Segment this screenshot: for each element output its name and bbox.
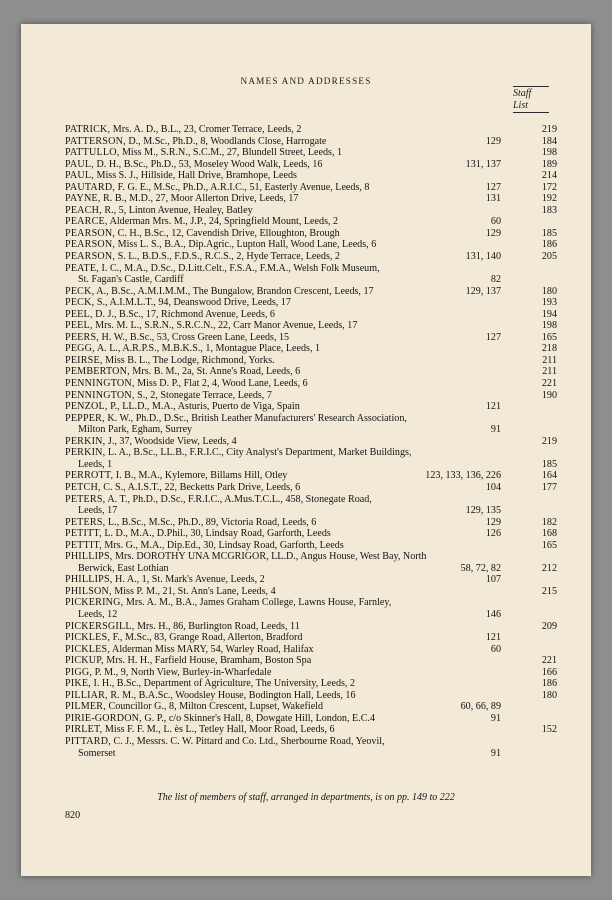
index-entry	[65, 366, 557, 378]
running-head: NAMES AND ADDRESSES	[240, 76, 372, 86]
column-header-rule-bottom	[513, 112, 549, 113]
index-entry	[65, 390, 557, 402]
entry-details: F., M.Sc., 83, Grange Road, Allerton, Bradford	[110, 632, 303, 644]
entry-staff-list-page: 209	[541, 620, 557, 632]
entry-details: Miss D. P., Flat 2, 4, Wood Lane, Leeds, 6	[134, 378, 308, 390]
index-entry	[65, 286, 557, 298]
index-entry	[65, 574, 557, 586]
entry-staff-list-page: 214	[541, 170, 557, 182]
entry-text	[65, 678, 557, 690]
index-entry	[65, 551, 557, 574]
entry-text	[65, 390, 557, 402]
entry-text	[65, 632, 557, 644]
entry-staff-list-page: 180	[541, 689, 557, 701]
entry-surname: PEEL,	[65, 308, 93, 320]
index-entry	[65, 378, 557, 390]
entry-details: I. B., M.A., Kylemore, Billams Hill, Otley	[113, 470, 288, 482]
entry-surname: PICKUP,	[65, 655, 104, 667]
staff-list-header-line1: Staff	[513, 88, 532, 99]
entry-details: H. W., B.Sc., 53, Cross Green Lane, Leeds, 15	[99, 331, 290, 343]
entry-page-references: 107	[485, 574, 501, 586]
entry-details: A., B.Sc., A.M.I.M.M., The Bungalow, Brandon Crescent, Leeds, 17	[94, 285, 374, 297]
entry-details: A. L., A.R.P.S., M.B.K.S., 1, Montague Place, Leeds, 1	[94, 343, 321, 355]
entry-surname: PEPPER,	[65, 412, 105, 424]
entry-staff-list-page: 185	[541, 227, 557, 239]
entry-staff-list-page: 205	[541, 251, 557, 263]
entry-text	[65, 343, 557, 355]
index-entry	[65, 401, 557, 413]
entry-surname: PAYNE,	[65, 193, 101, 205]
entry-text	[65, 736, 557, 759]
entry-details: F. G. E., M.Sc., Ph.D., A.R.I.C., 51, Easterly Avenue, Leeds, 8	[115, 181, 370, 193]
entry-surname: PETTIT,	[65, 539, 102, 551]
entry-surname: PILLIAR,	[65, 689, 108, 701]
entry-surname: PENZOL,	[65, 401, 108, 413]
entry-text	[65, 309, 557, 321]
entry-page-references: 129	[485, 135, 501, 147]
page-number: 820	[65, 810, 81, 821]
index-entry	[65, 713, 557, 725]
entry-text	[65, 332, 557, 344]
entry-text	[65, 667, 557, 679]
entry-surname: PETERS,	[65, 516, 106, 528]
entry-details: Mrs. H., 86, Burlington Road, Leeds, 11	[134, 620, 300, 632]
entry-text	[65, 482, 557, 494]
entry-details: Mrs. A. M., B.A., James Graham College, Lawns House, Farnley,	[123, 597, 392, 609]
entry-staff-list-page: 165	[541, 331, 557, 343]
entry-staff-list-page: 183	[541, 204, 557, 216]
entry-text	[65, 136, 557, 148]
entry-surname: PEATE,	[65, 262, 100, 274]
entry-staff-list-page: 186	[541, 239, 557, 251]
entry-details: L. A., B.Sc., LL.B., F.R.I.C., City Analyst's Department, Market Buildings,	[105, 447, 412, 459]
entry-staff-list-page: 185	[541, 458, 557, 470]
entry-details: I. C., M.A., D.Sc., D.Litt.Celt., F.S.A., F.M.A., Welsh Folk Museum,	[99, 262, 380, 274]
entry-details: Mrs. M. L., S.R.N., S.R.C.N., 22, Carr Manor Avenue, Leeds, 17	[92, 320, 358, 332]
entry-surname: PATTERSON,	[65, 135, 126, 147]
entry-staff-list-page: 186	[541, 678, 557, 690]
entry-staff-list-page: 212	[541, 562, 557, 574]
entry-details: P., LL.D., M.A., Asturis, Puerto de Viga, Spain	[107, 401, 300, 413]
entry-continuation: Leeds, 12	[78, 608, 118, 620]
entry-staff-list-page: 184	[541, 135, 557, 147]
entry-details: Mrs. G., M.A., Dip.Ed., 30, Lindsay Road, Garforth, Leeds	[101, 539, 344, 551]
entry-staff-list-page: 219	[541, 124, 557, 135]
entry-staff-list-page: 166	[541, 666, 557, 678]
entry-surname: PECK,	[65, 285, 95, 297]
index-entry	[65, 736, 557, 759]
staff-list-column-header	[513, 86, 573, 113]
entry-page-references: 104	[485, 481, 501, 493]
entry-details: Mrs. B. M., 2a, St. Anne's Road, Leeds, 6	[129, 366, 301, 378]
entry-surname: PEGG,	[65, 343, 95, 355]
index-entry	[65, 517, 557, 529]
entry-details: Miss M., S.R.N., S.C.M., 27, Blundell Street, Leeds, 1	[119, 147, 343, 159]
index-entry	[65, 147, 557, 159]
entry-surname: PIRIE-GORDON,	[65, 712, 142, 724]
index-entry	[65, 228, 557, 240]
entry-staff-list-page: 182	[541, 516, 557, 528]
entry-surname: PILMER,	[65, 701, 106, 713]
index-entry	[65, 482, 557, 494]
entry-text	[65, 586, 557, 598]
index-entry	[65, 182, 557, 194]
entry-surname: PICKLES,	[65, 643, 111, 655]
entry-text	[65, 517, 557, 529]
entry-text	[65, 713, 557, 725]
entry-staff-list-page: 198	[541, 147, 557, 159]
entry-page-references: 91	[490, 424, 501, 436]
entry-surname: PETITT,	[65, 528, 102, 540]
entry-staff-list-page: 165	[541, 539, 557, 551]
entry-continuation: Leeds, 1	[78, 458, 113, 470]
entry-page-references: 60, 66, 89	[460, 701, 501, 713]
entry-details: L. D., M.A., D.Phil., 30, Lindsay Road, Garforth, Leeds	[101, 528, 331, 540]
entry-surname: PERKIN,	[65, 435, 106, 447]
entry-page-references: 131, 137	[465, 158, 501, 170]
entry-staff-list-page: 194	[541, 308, 557, 320]
entry-list	[65, 124, 557, 759]
entry-details: S., 2, Stonegate Terrace, Leeds, 7	[134, 389, 272, 401]
entry-surname: PETERS,	[65, 493, 106, 505]
entry-page-references: 123, 133, 136, 226	[425, 470, 501, 482]
entry-details: K. W., Ph.D., D.Sc., British Leather Manufacturers' Research Association,	[104, 412, 407, 424]
entry-details: A. T., Ph.D., D.Sc., F.R.I.C., A.Mus.T.C.L., 458, Stonegate Road,	[105, 493, 372, 505]
entry-staff-list-page: 211	[542, 354, 557, 366]
entry-details: D. H., B.Sc., Ph.D., 53, Moseley Wood Walk, Leeds, 16	[93, 158, 323, 170]
index-entry	[65, 343, 557, 355]
index-entry	[65, 655, 557, 667]
entry-surname: PEARSON,	[65, 239, 116, 251]
entry-staff-list-page: 221	[541, 378, 557, 390]
entry-text	[65, 263, 557, 286]
entry-staff-list-page: 221	[541, 655, 557, 667]
entry-details: Alderman Miss MARY, 54, Warley Road, Halifax	[110, 643, 314, 655]
entry-text	[65, 574, 557, 586]
index-entry	[65, 320, 557, 332]
index-entry	[65, 136, 557, 148]
entry-surname: PEARSON,	[65, 227, 116, 239]
entry-surname: PEMBERTON,	[65, 366, 130, 378]
entry-surname: PIKE,	[65, 678, 91, 690]
entry-page-references: 121	[485, 401, 501, 413]
entry-staff-list-page: 164	[541, 470, 557, 482]
index-entry	[65, 621, 557, 633]
entry-staff-list-page: 192	[541, 193, 557, 205]
entry-surname: PHILLIPS,	[65, 551, 113, 563]
index-entry	[65, 644, 557, 656]
entry-surname: PECK,	[65, 297, 95, 309]
entry-text	[65, 297, 557, 309]
entry-surname: PITTARD,	[65, 735, 111, 747]
entry-surname: PENNINGTON,	[65, 389, 135, 401]
entry-continuation: Berwick, East Lothian	[78, 562, 169, 574]
entry-details: Miss B. L., The Lodge, Richmond, Yorks.	[102, 354, 275, 366]
entry-staff-list-page: 215	[541, 585, 557, 597]
index-entry	[65, 690, 557, 702]
entry-text	[65, 124, 557, 136]
entry-text	[65, 540, 557, 552]
entry-page-references: 146	[485, 608, 501, 620]
entry-page-references: 131	[485, 193, 501, 205]
entry-text	[65, 597, 557, 620]
entry-details: Councillor G., 8, Milton Crescent, Lupset, Wakefield	[105, 701, 324, 713]
entry-surname: PHILLIPS,	[65, 574, 113, 586]
entry-page-references: 131, 140	[465, 251, 501, 263]
index-entry	[65, 667, 557, 679]
index-entry	[65, 355, 557, 367]
entry-details: D., M.Sc., Ph.D., 8, Woodlands Close, Harrogate	[125, 135, 327, 147]
entry-details: Alderman Mrs. M., J.P., 24, Springfield Mount, Leeds, 2	[107, 216, 339, 228]
entry-page-references: 127	[485, 331, 501, 343]
entry-continuation: Somerset	[78, 747, 116, 759]
entry-page-references: 129, 137	[465, 285, 501, 297]
entry-details: R. B., M.D., 27, Moor Allerton Drive, Leeds, 17	[100, 193, 299, 205]
index-entry	[65, 447, 557, 470]
entry-details: H. A., 1, St. Mark's Avenue, Leeds, 2	[112, 574, 265, 586]
index-entry	[65, 494, 557, 517]
entry-surname: PAUL,	[65, 170, 94, 182]
entry-text	[65, 205, 557, 217]
entry-staff-list-page: 219	[541, 435, 557, 447]
entry-surname: PEERS,	[65, 331, 100, 343]
entry-details: C. S., A.I.S.T., 22, Becketts Park Drive, Leeds, 6	[100, 481, 301, 493]
column-header-rule-top	[513, 86, 549, 87]
index-entry	[65, 193, 557, 205]
entry-details: Mrs. A. D., B.L., 23, Cromer Terrace, Leeds, 2	[110, 124, 302, 135]
index-entry	[65, 239, 557, 251]
entry-details: Miss F. F. M., L. ès L., Tetley Hall, Moor Road, Leeds, 6	[102, 724, 335, 736]
entry-staff-list-page: 198	[541, 320, 557, 332]
index-entry	[65, 216, 557, 228]
entry-details: S. L., B.D.S., F.D.S., R.C.S., 2, Hyde Terrace, Leeds, 2	[115, 251, 340, 263]
entry-staff-list-page: 177	[541, 481, 557, 493]
entry-surname: PERROTT,	[65, 470, 114, 482]
entry-details: D. J., B.Sc., 17, Richmond Avenue, Leeds, 6	[92, 308, 275, 320]
entry-surname: PAUTARD,	[65, 181, 116, 193]
index-entry	[65, 470, 557, 482]
index-entry	[65, 205, 557, 217]
entry-surname: PIRLET,	[65, 724, 103, 736]
entry-surname: PAUL,	[65, 158, 94, 170]
entry-surname: PETCH,	[65, 481, 101, 493]
entry-staff-list-page: 152	[541, 724, 557, 736]
entry-text	[65, 320, 557, 332]
entry-page-references: 58, 72, 82	[460, 562, 501, 574]
entry-surname: PATRICK,	[65, 124, 111, 135]
index-entry	[65, 170, 557, 182]
index-entry	[65, 701, 557, 713]
entry-details: C. J., Messrs. C. W. Pittard and Co. Ltd., Sherbourne Road, Yeovil,	[110, 735, 385, 747]
entry-page-references: 82	[490, 274, 501, 286]
index-entry	[65, 597, 557, 620]
entry-details: L., B.Sc., M.Sc., Ph.D., 89, Victoria Road, Leeds, 6	[105, 516, 317, 528]
index-entry	[65, 159, 557, 171]
page-content	[21, 24, 591, 876]
entry-text	[65, 228, 557, 240]
entry-text	[65, 378, 557, 390]
entry-details: I. H., B.Sc., Department of Agriculture, The University, Leeds, 2	[90, 678, 356, 690]
entry-text	[65, 724, 557, 736]
index-entry	[65, 678, 557, 690]
entry-text	[65, 182, 557, 194]
entry-details: J., 37, Woodside View, Leeds, 4	[105, 435, 237, 447]
entry-surname: PEIRSE,	[65, 354, 103, 366]
entry-details: Mrs. DOROTHY UNA MCGRIGOR, LL.D., Angus House, West Bay, North	[112, 551, 427, 563]
index-entry	[65, 124, 557, 136]
entry-details: S., A.I.M.L.T., 94, Deanswood Drive, Leeds, 17	[94, 297, 291, 309]
entry-surname: PEARSON,	[65, 251, 116, 263]
entry-staff-list-page: 193	[541, 297, 557, 309]
entry-page-references: 60	[490, 216, 501, 228]
index-entry	[65, 263, 557, 286]
entry-staff-list-page: 172	[541, 181, 557, 193]
footnote: The list of members of staff, arranged in departments, is on pp. 149 to 222	[157, 792, 455, 803]
entry-staff-list-page: 180	[541, 285, 557, 297]
entry-details: Miss P. M., 21, St. Ann's Lane, Leeds, 4	[111, 585, 276, 597]
entry-details: P. M., 9, North View, Burley-in-Wharfedale	[92, 666, 272, 678]
entry-text	[65, 690, 557, 702]
entry-text	[65, 366, 557, 378]
entry-text	[65, 170, 557, 182]
index-entry	[65, 309, 557, 321]
entry-continuation: St. Fagan's Castle, Cardiff	[78, 274, 184, 286]
entry-text	[65, 528, 557, 540]
entry-details: Miss S. J., Hillside, Hall Drive, Bramhope, Leeds	[93, 170, 297, 182]
index-entry	[65, 540, 557, 552]
entry-staff-list-page: 168	[541, 528, 557, 540]
entry-continuation: Leeds, 17	[78, 505, 118, 517]
entry-text	[65, 644, 557, 656]
entry-staff-list-page: 190	[541, 389, 557, 401]
index-entry	[65, 413, 557, 436]
entry-surname: PICKERSGILL,	[65, 620, 135, 632]
entry-surname: PENNINGTON,	[65, 378, 135, 390]
entry-surname: PHILSON,	[65, 585, 112, 597]
entry-page-references: 91	[490, 747, 501, 759]
entry-text	[65, 447, 557, 470]
entry-text	[65, 621, 557, 633]
entry-continuation: Milton Park, Egham, Surrey	[78, 424, 193, 436]
entry-text	[65, 147, 557, 159]
entry-text	[65, 401, 557, 413]
entry-surname: PEEL,	[65, 320, 93, 332]
entry-text	[65, 655, 557, 667]
entry-page-references: 91	[490, 712, 501, 724]
index-entry	[65, 297, 557, 309]
entry-text	[65, 239, 557, 251]
entry-staff-list-page: 218	[541, 343, 557, 355]
index-entry	[65, 632, 557, 644]
entry-surname: PICKLES,	[65, 632, 111, 644]
entry-page-references: 129, 135	[465, 505, 501, 517]
entry-surname: PATTULLO,	[65, 147, 120, 159]
entry-surname: PICKERING,	[65, 597, 124, 609]
entry-details: R. M., B.A.Sc., Woodsley House, Bodington Hall, Leeds, 16	[107, 689, 356, 701]
document-page	[21, 24, 591, 876]
entry-page-references: 129	[485, 516, 501, 528]
entry-details: Mrs. H. H., Farfield House, Bramham, Boston Spa	[103, 655, 312, 667]
index-entry	[65, 332, 557, 344]
entry-text	[65, 216, 557, 228]
entry-surname: PIGG,	[65, 666, 93, 678]
entry-details: C. H., B.Sc., 12, Cavendish Drive, Elloughton, Brough	[115, 227, 340, 239]
index-entry	[65, 586, 557, 598]
index-entry	[65, 724, 557, 736]
entry-text	[65, 413, 557, 436]
entry-surname: PEACH,	[65, 204, 102, 216]
entry-page-references: 127	[485, 181, 501, 193]
entry-text	[65, 193, 557, 205]
index-entry	[65, 436, 557, 448]
entry-surname: PEARCE,	[65, 216, 108, 228]
entry-page-references: 121	[485, 632, 501, 644]
entry-page-references: 60	[490, 643, 501, 655]
entry-text	[65, 436, 557, 448]
index-entry	[65, 528, 557, 540]
entry-staff-list-page: 211	[542, 366, 557, 378]
entry-details: R., 5, Linton Avenue, Healey, Batley	[101, 204, 253, 216]
staff-list-header-line2: List	[513, 99, 529, 111]
entry-details: Miss L. S., B.A., Dip.Agric., Lupton Hall, Wood Lane, Leeds, 6	[115, 239, 377, 251]
entry-text	[65, 355, 557, 367]
entry-staff-list-page: 189	[541, 158, 557, 170]
entry-page-references: 126	[485, 528, 501, 540]
entry-surname: PERKIN,	[65, 447, 106, 459]
entry-details: G. P., c/o Skinner's Hall, 8, Dowgate Hill, London, E.C.4	[141, 712, 376, 724]
index-entry	[65, 251, 557, 263]
entry-page-references: 129	[485, 227, 501, 239]
